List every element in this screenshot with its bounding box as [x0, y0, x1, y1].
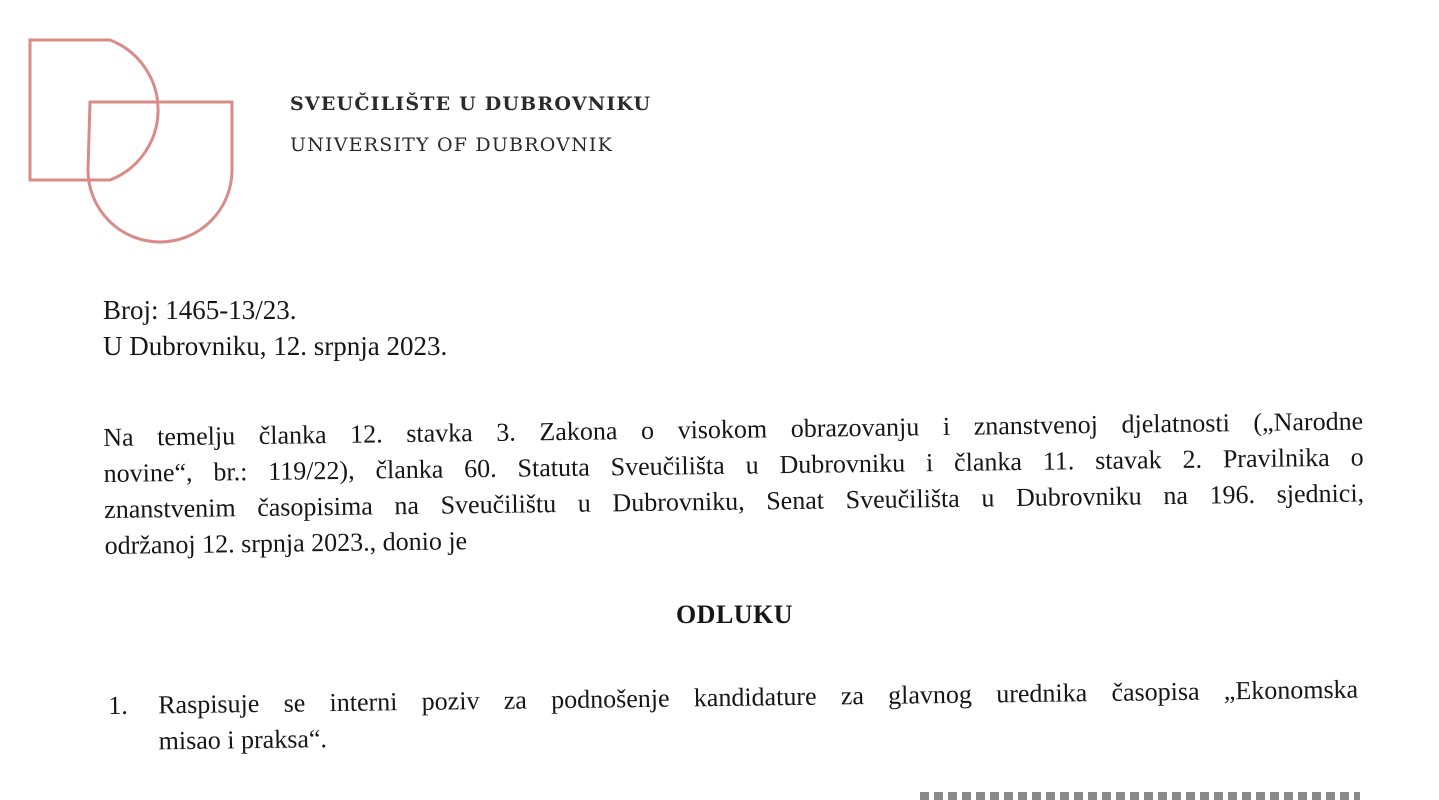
preamble-line: novine“, br.: 119/22), članka 60. Statuta Sveučilišta u Dubrovniku i članka 11. stavak 2. Pravilnika o: [103, 442, 1364, 488]
university-name-english: UNIVERSITY OF DUBROVNIK: [290, 134, 614, 156]
place-and-date: U Dubrovniku, 12. srpnja 2023.: [103, 331, 448, 361]
decision-items: [108, 672, 1359, 760]
cut-off-next-line: [920, 780, 1360, 800]
reference-number: Broj: 1465-13/23.: [103, 295, 297, 325]
item-number: 1.: [108, 690, 128, 720]
university-name-croatian: SVEUČILIŠTE U DUBROVNIKU: [290, 93, 652, 115]
item-line: Raspisuje se interni poziv za podnošenje kandidature za glavnog urednika časopisa „Ekonomska: [158, 674, 1359, 720]
partial-text-line: [920, 792, 1360, 800]
university-logo: [20, 30, 245, 250]
decision-item: [108, 672, 1359, 760]
preamble-line: Na temelju članka 12. stavka 3. Zakona o visokom obrazovanju i znanstvenoj djelatnosti („Narodne: [103, 406, 1364, 452]
preamble-line: održanoj 12. srpnja 2023., donio je: [104, 526, 468, 560]
item-text: [158, 672, 1359, 760]
item-line: misao i praksa“.: [158, 724, 328, 756]
preamble-line: znanstvenim časopisima na Sveučilištu u Dubrovniku, Senat Sveučilišta u Dubrovniku na 196. sjednici,: [103, 478, 1365, 524]
preamble-paragraph: [103, 404, 1365, 564]
decision-title: ODLUKU: [675, 600, 794, 629]
